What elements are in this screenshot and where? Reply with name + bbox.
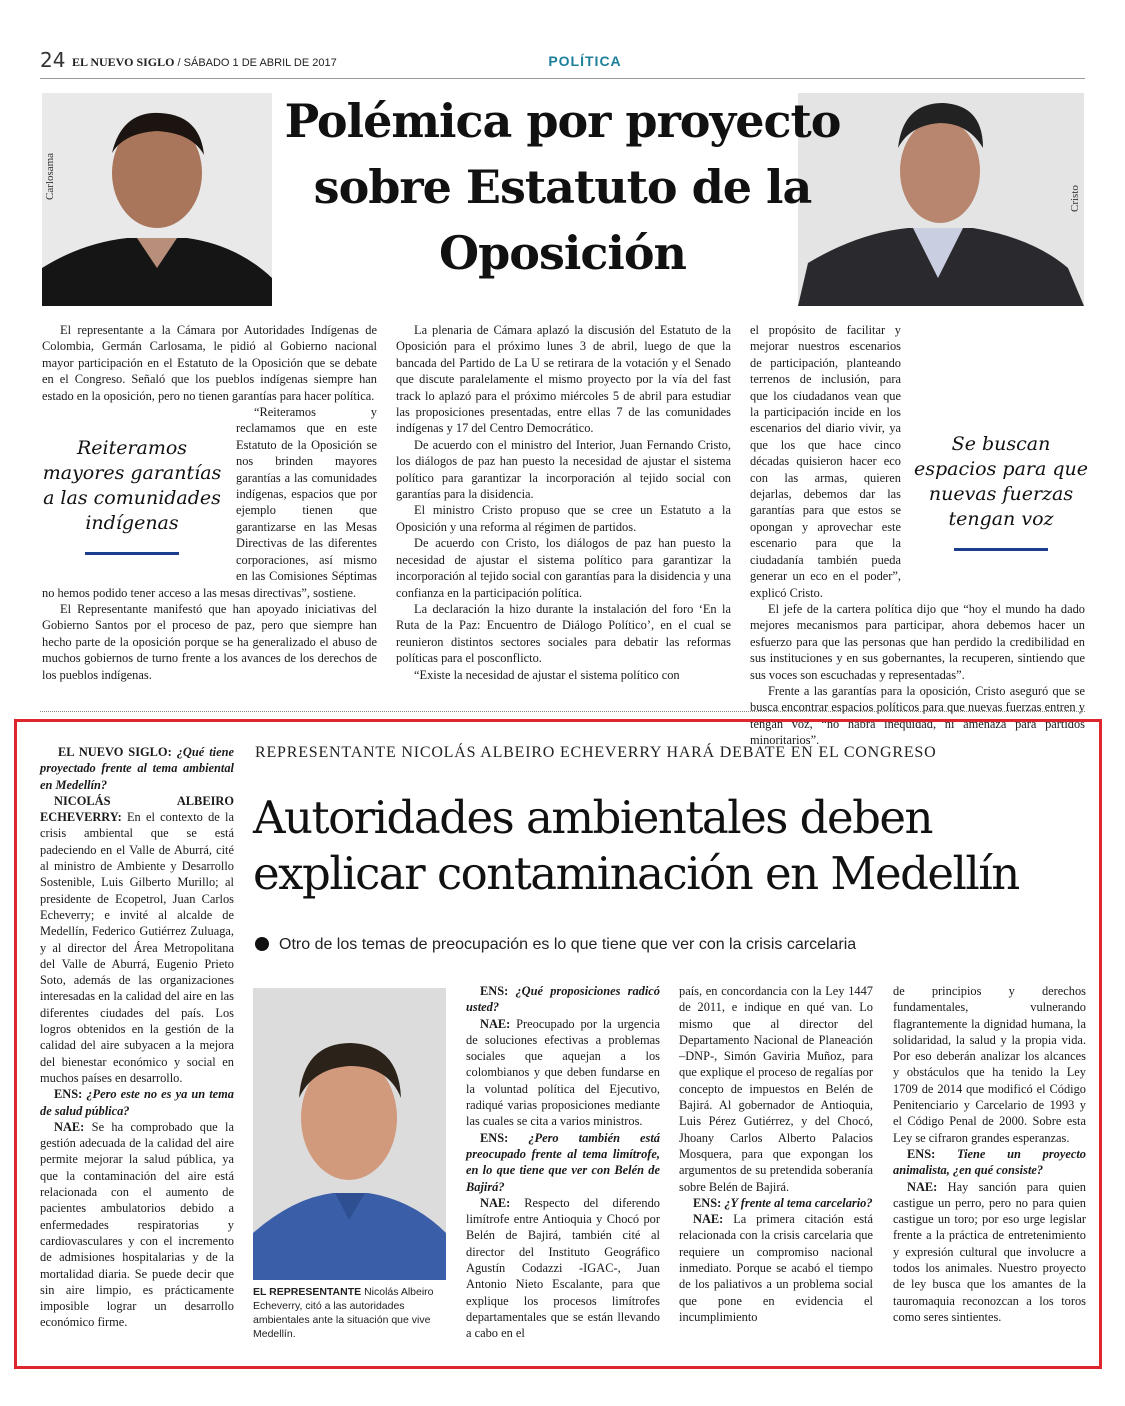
pullquote-right-box (911, 432, 1091, 582)
story1-col2-paragraph: La declaración la hizo durante la instalación del foro ‘En la Ruta de la Paz: Encuentro de Diálogo Político’, en el cual se reunieron distintos sectores sociales para debatir las reformas políticas para el posconflicto. (396, 601, 731, 666)
pullquote-right: Se buscan espacios para que nuevas fuerzas tengan voz (913, 433, 1088, 530)
story1-col3-paragraph: el propósito de facilitar y mejorar nuestros escenarios de participación, planteando terrenos de inclusión, para que los ciudadanos vean que la participación incide en los escenarios del diario vivir, ya que los que hace cinco décadas quisieron hacer eco con las armas, quieren dejarlas, debemos dar las garantías para que estos se opongan y aprovechar este escenario para que la ciudadanía también pueda generar un eco en el poder”, explicó Cristo. (750, 323, 901, 600)
story1-column-2 (396, 322, 731, 683)
photo-echeverry (253, 988, 446, 1280)
photo-carlosama (42, 93, 272, 306)
subheadline-text: Otro de los temas de preocupación es lo que tiene que ver con la crisis carcelaria (279, 936, 857, 953)
photo-caption: EL REPRESENTANTE Nicolás Albeiro Echeverry, citó a las autoridades ambientales ante la situación que vive Medellín. (253, 1286, 434, 1340)
photo-caption-carlosama: Carlosama (44, 152, 56, 200)
section-label: POLÍTICA (548, 53, 622, 69)
pullquote-left: Reiteramos mayores garantías a las comunidades indígenas (42, 437, 222, 535)
issue-date: / SÁBADO 1 DE ABRIL DE 2017 (177, 57, 337, 69)
interview-question: ENS: Tiene un proyecto animalista, ¿en qué consiste? (893, 1146, 1086, 1178)
story1-col3-paragraph: Frente a las garantías para la oposición, Cristo aseguró que se busca encontrar espacios políticos para que nuevas fuerzas entren y tengan voz, “no habrá inequidad, ni amenaza para partidos minoritarios”. (750, 683, 1085, 748)
portrait-carlosama-image (42, 93, 272, 306)
interview-answer: NAE: Respecto del diferendo limítrofe entre Antioquia y Chocó por Belén de Bajirá, también cité al director del Instituto Geográfico Agustín Codazzi -IGAC-, Juan Antonio Nieto Escalante, para que explique los procesos limítrofes departamentales que se están llevando a cabo en el (466, 1195, 660, 1341)
story1-column-1 (42, 322, 377, 683)
interview-answer: NAE: La primera citación está relacionada con la crisis carcelaria que requiere un compromiso nacional inmediato. Porque se acabó el tiempo de los paliativos a un problema social que pone en evidencia el incumplimiento (679, 1212, 873, 1324)
portrait-echeverry-image (253, 988, 446, 1280)
story-separator (40, 711, 1085, 712)
story1-col2-paragraph: El ministro Cristo propuso que se cree un Estatuto a la Oposición y una reforma al régimen de partidos. (396, 503, 731, 534)
story1-col1-paragraph: El Representante manifestó que han apoyado iniciativas del Gobierno Santos por el proceso de paz, pero que siempre han hecho parte de la oposición porque se ha generalizado el abuso de muchos gobiernos de turno frente a los avances de los derechos de los pueblos indígenas. (42, 601, 377, 682)
interview-question: EL NUEVO SIGLO: ¿Qué tiene proyectado frente al tema ambiental en Medellín? (40, 745, 234, 792)
newspaper-dateline (72, 55, 337, 70)
newspaper-name: EL NUEVO SIGLO (72, 55, 175, 69)
story1-col2-paragraph: La plenaria de Cámara aplazó la discusión del Estatuto de la Oposición para el próximo lunes 3 de abril, luego de que la bancada del Partido de La U se retirara de la votación y el Senado que discute paralelamente el mismo proyecto por la vía del fast track lo aplazó para el próximo miércoles 5 de abril para estudiar las proposiciones presentadas, entre ellas 7 de las comunidades indígenas y 17 del Centro Democrático. (396, 323, 731, 436)
pullquote-left-rule (85, 552, 179, 555)
story1-col3-paragraph: El jefe de la cartera política dijo que “hoy el mundo ha dado mejores mecanismos para participar, ahora debemos hacer un esfuerzo para que las personas que han perdido la credibilidad en sus instituciones y en sus gobernantes, la recuperen, sintiendo que sus voces son escuchadas y representadas”. (750, 601, 1085, 682)
story1-col2-paragraph: De acuerdo con el ministro del Interior, Juan Fernando Cristo, los diálogos de paz han puesto la necesidad de ajustar el sistema político para garantizar la incorporación al tejido social con garantías para la disidencia. (396, 437, 731, 502)
interview-answer: NAE: Hay sanción para quien castigue un perro, pero no para quien castigue un toro; por eso urge legislar frente a la práctica de entretenimiento y expresión cultural que involucre a todos los animales. Nuestro proyecto de ley busca que los amantes de la tauromaquia reconozcan a los toros como seres sintientes. (893, 1179, 1086, 1324)
interview-answer: país, en concordancia con la Ley 1447 de 2011, e indique en qué van. Lo mismo que al director del Departamento Nacional de Planeación –DNP-, Simón Gaviria Muñoz, para que explique el proceso de regalías por concepto de impuestos en Belén de Bajirá. Al gobernador de Antioquia, Luis Pérez Gutiérrez, y del Chocó, Jhoany Carlos Alberto Palacios Mosquera, para que expongan los argumentos de su pretendida soberanía sobre Belén de Bajirá. (679, 984, 873, 1194)
interview-question: ENS: ¿Y frente al tema carcelario? (693, 1195, 873, 1210)
story2-column-4 (679, 983, 873, 1325)
story1-col1-paragraph: “Reiteramos y reclamamos que en este Estatuto de la Oposición se nos brinden mayores garantías a las comunidades indígenas, espacios que por ejemplo tienen que garantizarse en las Mesas Directivas de las diferentes corporaciones, así mismo en las Comisiones Séptimas no hemos podido tener acceso a las mesas directivas”, sostiene. (42, 405, 377, 600)
pullquote-right-rule (954, 548, 1048, 551)
interview-answer: NAE: Preocupado por la urgencia de soluciones efectivas a problemas sociales que aquejan a los colombianos y que deben fundarse en la voluntad política del Ejecutivo, radiqué varias proposiciones mediante las cuales se cita a varios ministros. (466, 1016, 660, 1129)
story1-col2-paragraph: “Existe la necesidad de ajustar el sistema político con (414, 667, 680, 682)
interview-answer: NAE: Se ha comprobado que la gestión adecuada de la calidad del aire permite mejorar la salud pública, ya que la contaminación del aire está relacionada con el aumento de pacientes ambulatorios debido a enfermedades respiratorias y cardiovasculares y con el incremento de admisiones hospitalarias y de la mortalidad diaria. Se puede decir que sin aire limpio, es prácticamente imposible lograr un desarrollo económico firme. (40, 1119, 234, 1330)
story2-column-1 (40, 744, 234, 1331)
headline-estatuto-oposicion: Polémica por proyecto sobre Estatuto de la Oposición (284, 94, 841, 280)
interview-answer: NICOLÁS ALBEIRO ECHEVERRY: En el contexto de la crisis ambiental que se está padeciendo en el Valle de Aburrá, cité al ministro de Ambiente y Desarrollo Sostenible, Luis Gilberto Murillo; al presidente de Ecopetrol, Juan Carlos Echeverry; e invité al alcalde de Medellín, Federico Gutiérrez Zuluaga, y al director del Área Metropolitana del Valle de Aburrá, Eugenio Prieto Soto, además de las organizaciones interesadas en la calidad del aire en las diferentes ciudades del país. Los logros obtenidos en la gestión de la calidad del aire subyacen a la mejora del bienestar económico y social en muchos países en desarrollo. (40, 793, 234, 1085)
interview-answer: de principios y derechos fundamentales, vulnerando flagrantemente la dignidad humana, la solidaridad, la salud y la propia vida. Por eso deberán analizar los alcances y obstáculos que ha tenido la Ley 1709 de 2014 que modificó el Código Penitenciario y Carcelario de 1993 y el Código Penal de 2000. Sobre esta Ley se cifraron grandes esperanzas. (893, 984, 1086, 1145)
interview-question: ENS: ¿Qué proposiciones radicó usted? (466, 984, 660, 1015)
kicker: REPRESENTANTE NICOLÁS ALBEIRO ECHEVERRY HARÁ DEBATE EN EL CONGRESO (255, 744, 937, 761)
story2-column-3 (466, 983, 660, 1342)
bullet-icon (255, 937, 269, 951)
headline-medellin-contaminacion: Autoridades ambientales deben explicar contaminación en Medellín (253, 791, 1019, 900)
story1-col2-paragraph: De acuerdo con Cristo, los diálogos de paz han puesto la necesidad de ajustar el sistema político para garantizar la incorporación al tejido social con garantías para la disidencia y una confianza en la participación política. (396, 536, 731, 600)
subheadline (255, 936, 856, 954)
interview-question: ENS: ¿Pero este no es ya un tema de salud pública? (40, 1087, 234, 1118)
story1-column-3 (750, 322, 1088, 749)
story1-col1-paragraph: El representante a la Cámara por Autoridades Indígenas de Colombia, Germán Carlosama, le pidió al Gobierno nacional mayor participación en el Estatuto de la Oposición que se debate en el Congreso. Señaló que los pueblos indígenas siempre han estado en la oposición, pero no tienen garantías para hacer política. (42, 323, 377, 403)
pullquote-left-box (38, 410, 226, 570)
story2-column-5 (893, 983, 1086, 1325)
photo-caption-cristo: Cristo (1069, 185, 1081, 212)
page-header (40, 46, 1085, 79)
page-number: 24 (40, 48, 66, 72)
interview-question: ENS: ¿Pero también está preocupado frente al tema limítrofe, en lo que tiene que ver con Belén de Bajirá? (466, 1130, 660, 1194)
